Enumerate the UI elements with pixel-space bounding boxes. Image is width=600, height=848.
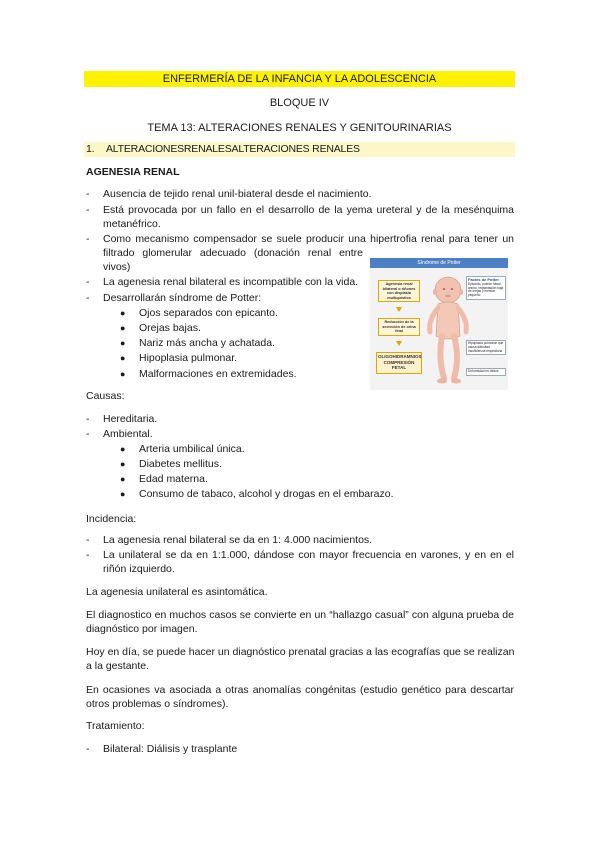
list-item: La agenesia renal bilateral se da en 1: 4.000 nacimientos. (103, 534, 373, 546)
list-item-continuation: riñón izquierdo. (103, 563, 175, 575)
list-item: Como mecanismo compensador se suele producir una hipertrofia renal para tener un (103, 233, 514, 245)
list-item: Hereditaria. (103, 413, 158, 425)
section-title: ALTERACIONESRENALESALTERACIONES RENALES (106, 143, 360, 155)
dash-bullet: - (86, 413, 90, 425)
list-item: La unilateral se da en 1:1.000, dándose con mayor frecuencia en varones, y en en el (103, 549, 514, 561)
paragraph: El diagnostico en muchos casos se convierte en un “hallazgo casual” con alguna prueba de (86, 609, 514, 621)
list-item: Ambiental. (103, 428, 153, 440)
dash-bullet: - (86, 549, 90, 561)
round-bullet: ● (120, 369, 126, 379)
round-bullet: ● (120, 474, 126, 484)
paragraph-continuation: diagnóstico por imagen. (86, 623, 198, 635)
list-item: Nariz más ancha y achatada. (139, 337, 275, 349)
paragraph: En ocasiones va asociada a otras anomalías congénitas (estudio genético para descartar (86, 684, 514, 696)
round-bullet: ● (120, 323, 126, 333)
round-bullet: ● (120, 353, 126, 363)
figure-box-reduccion: Reducción de la secreción de orina fetal (378, 318, 420, 336)
section-heading (84, 142, 515, 157)
note-title: Facies de Potter (468, 277, 499, 282)
dash-bullet: - (86, 233, 90, 245)
tratamiento-label: Tratamiento: (86, 720, 145, 732)
figure-box-agenesia: Agenesia renal bilateral o riñones con displasia multiquística (378, 280, 420, 302)
list-item: Arteria umbilical única. (139, 443, 245, 455)
list-item: Consumo de tabaco, alcohol y drogas en el embarazo. (139, 488, 394, 500)
list-item: Orejas bajas. (139, 322, 201, 334)
dash-bullet: - (86, 428, 90, 440)
round-bullet: ● (120, 444, 126, 454)
dash-bullet: - (86, 534, 90, 546)
figure-note-facies (466, 276, 506, 300)
note-text: Epicanto, puente nasal ancho, implantación baja de orejas y mentón pequeño (468, 281, 504, 298)
dash-bullet: - (86, 743, 90, 755)
list-item: Hipoplasia pulmonar. (139, 352, 238, 364)
topic-title: TEMA 13: ALTERACIONES RENALES Y GENITOURINARIAS (147, 122, 452, 134)
dash-bullet: - (86, 204, 90, 216)
paragraph: Hoy en día, se puede hacer un diagnóstico prenatal gracias a las ecografías que se realizan (86, 646, 515, 658)
list-item: Malformaciones en extremidades. (139, 368, 297, 380)
agenesia-heading: AGENESIA RENAL (86, 166, 180, 178)
list-item: Desarrollarán síndrome de Potter: (103, 292, 262, 304)
dash-bullet: - (86, 188, 90, 200)
round-bullet: ● (120, 338, 126, 348)
incidencia-label: Incidencia: (86, 513, 137, 525)
paragraph: La agenesia unilateral es asintomática. (86, 586, 268, 598)
list-item: Ausencia de tejido renal unil-biateral desde el nacimiento. (103, 188, 372, 200)
list-item: Edad materna. (139, 473, 208, 485)
potter-syndrome-figure (370, 258, 508, 390)
paragraph-continuation: a la gestante. (86, 660, 150, 672)
figure-note-hipoplasia: Hipoplasia pulmonar que causa dificultad insuficiencia respiratoria (466, 340, 506, 355)
round-bullet: ● (120, 489, 126, 499)
paragraph-continuation: otros problemas o síndromes). (86, 698, 229, 710)
round-bullet: ● (120, 308, 126, 318)
subject-title: ENFERMERÍA DE LA INFANCIA Y LA ADOLESCENCIA (84, 71, 515, 87)
list-item: Está provocada por un fallo en el desarrollo de la yema ureteral y de la mesénquima (103, 204, 514, 216)
list-item: La agenesia renal bilateral es incompatible con la vida. (103, 276, 359, 288)
list-item-continuation: metanéfrico. (103, 218, 161, 230)
list-item: Bilateral: Diálisis y trasplante (103, 743, 238, 755)
arrow-down-icon (396, 341, 402, 346)
figure-title: Síndrome de Potter (370, 258, 508, 268)
figure-box-oligohidramnios: OLIGOHIDRAMNIOS COMPRESIÓN FETAL (376, 352, 422, 374)
list-item: Ojos separados con epicanto. (139, 307, 278, 319)
dash-bullet: - (86, 292, 90, 304)
list-item: Diabetes mellitus. (139, 458, 222, 470)
section-number: 1. (86, 143, 95, 155)
causas-label: Causas: (86, 390, 125, 402)
arrow-down-icon (396, 307, 402, 312)
list-item-continuation: filtrado glomerular adecuado (donación renal entre (103, 247, 363, 259)
block-title: BLOQUE IV (269, 97, 330, 109)
figure-note-deformidad: Deformidad en dedos (466, 368, 506, 376)
round-bullet: ● (120, 459, 126, 469)
dash-bullet: - (86, 276, 90, 288)
list-item-continuation: vivos) (103, 261, 131, 273)
